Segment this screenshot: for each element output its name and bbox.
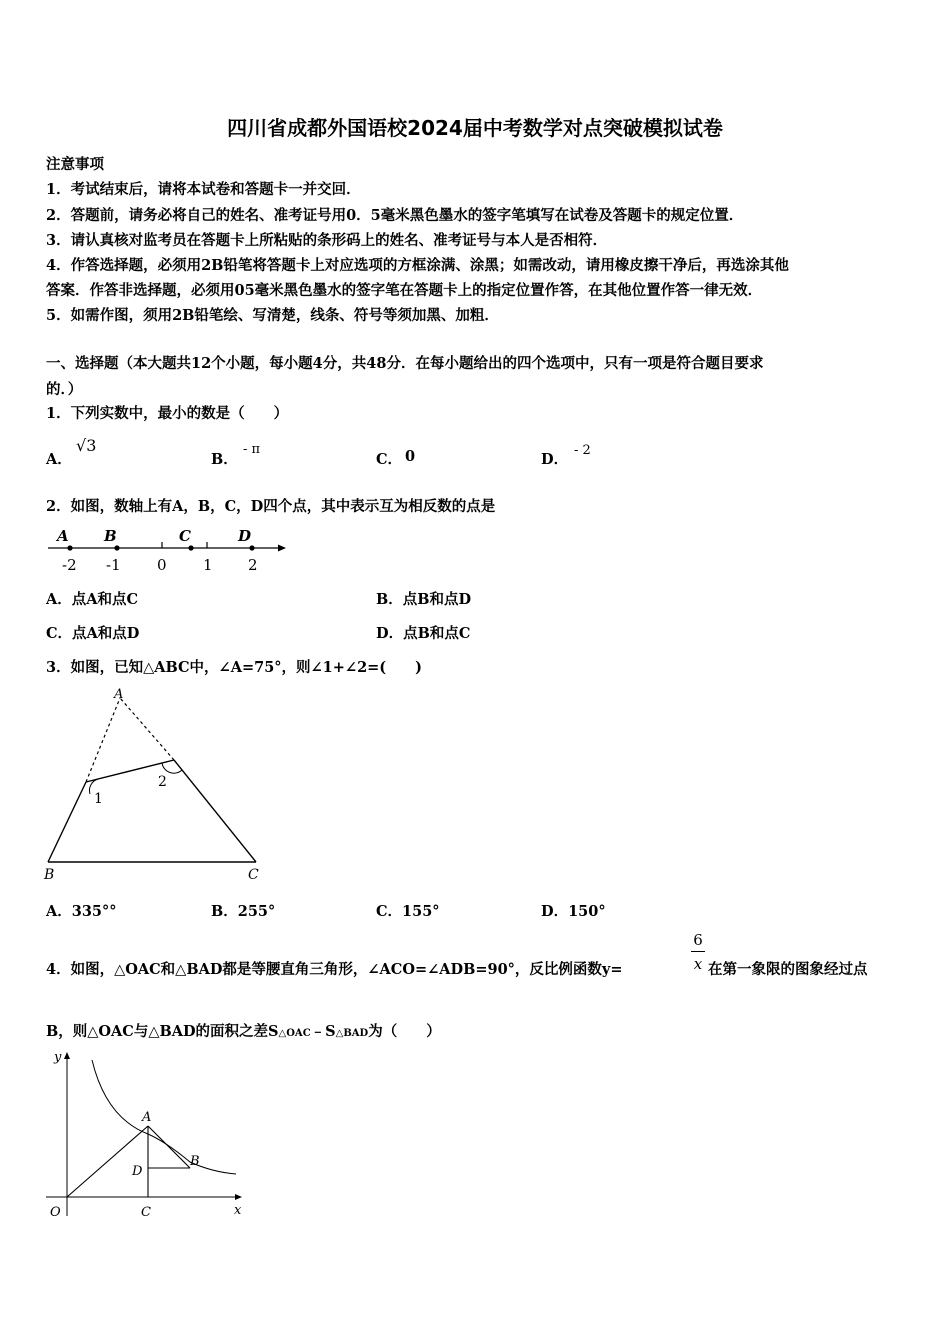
x-label: x [234, 1203, 242, 1218]
segment-oa [67, 1126, 148, 1197]
point-a [67, 545, 72, 550]
triangle-figure [40, 686, 280, 886]
side-c-cut [174, 760, 256, 862]
y-axis-arrow [64, 1052, 70, 1059]
q4-stem: 4．如图，△OAC和△BAD都是等腰直角三角形，∠ACO=∠ADB=90°，反比例函数y= [46, 961, 623, 978]
fraction-numerator: 6 [693, 931, 703, 949]
tick-label: 1 [203, 556, 213, 574]
point-b [114, 545, 119, 550]
q1-option-a-value: √3 [76, 436, 97, 455]
vertex-b-label: B [44, 867, 55, 883]
notice-item: 答案．作答非选择题，必须用05毫米黑色墨水的签字笔在答题卡上的指定位置作答，在其他位置作答一律无效． [46, 282, 763, 299]
tick-label: 2 [248, 556, 258, 574]
y-label: y [54, 1050, 62, 1065]
segment-ab [148, 1126, 190, 1168]
dashed-right [120, 698, 174, 760]
point-c [188, 545, 193, 550]
q3-stem: 3．如图，已知△ABC中，∠A=75°，则∠1+∠2=( ) [46, 659, 423, 676]
x-axis-arrow [235, 1194, 242, 1200]
q1-option-b-label: B． [211, 451, 238, 468]
angle-1-label: 1 [94, 791, 103, 807]
point-c-label: C [141, 1205, 151, 1220]
q2-option-d: D．点B和点C [376, 625, 471, 642]
hyperbola-curve [92, 1060, 236, 1174]
q2-option-a: A．点A和点C [46, 591, 139, 608]
notice-item: 3．请认真核对监考员在答题卡上所粘贴的条形码上的姓名、准考证号与本人是否相符． [46, 232, 608, 249]
notice-item: 5．如需作图，须用2B铅笔绘、写清楚，线条、符号等须加黑、加粗． [46, 307, 499, 324]
subscript-oac: △OAC [278, 1028, 311, 1039]
q3-option-c: C．155° [376, 903, 440, 920]
notice-item: 4．作答选择题，必须用2B铅笔将答题卡上对应选项的方框涂满、涂黑；如需改动，请用橡皮擦干净后，再选涂其他 [46, 257, 789, 274]
q2-option-b: B．点B和点D [376, 591, 472, 608]
point-b-label: B [190, 1154, 200, 1169]
label-c: C [179, 527, 191, 545]
coordinate-figure [40, 1046, 250, 1224]
label-b: B [104, 527, 117, 545]
label-a: A [57, 527, 69, 545]
q4-line2-text: B，则△OAC与△BAD的面积之差S [46, 1023, 279, 1040]
q1-option-d-label: D． [541, 451, 569, 468]
dashed-left [86, 698, 120, 782]
tick-label: -2 [62, 556, 77, 574]
fraction-bar [691, 951, 705, 952]
q3-option-a: A．335°° [46, 903, 117, 920]
q2-option-c: C．点A和点D [46, 625, 140, 642]
minus-s: ﹣S [310, 1023, 336, 1040]
point-d-label: D [132, 1164, 143, 1179]
q1-option-c-label: C． [376, 451, 403, 468]
section-heading-cont: 的．） [46, 381, 83, 398]
notice-heading: 注意事项 [46, 156, 104, 173]
fraction-denominator: x [693, 955, 703, 973]
q1-option-c-value: 0 [405, 448, 416, 465]
q1-option-d-value: - 2 [574, 443, 591, 458]
origin-label: O [50, 1205, 61, 1220]
label-d: D [238, 527, 252, 545]
side-b-cut [48, 782, 86, 862]
notice-item: 2．答题前，请务必将自己的姓名、准考证号用0．5毫米黑色墨水的签字笔填写在试卷及答题卡的规定位置． [46, 207, 744, 224]
angle-2-label: 2 [158, 774, 167, 790]
number-line-arrow [278, 545, 286, 552]
q1-stem: 1．下列实数中，最小的数是（ ） [46, 405, 289, 422]
vertex-a-label: A [114, 687, 124, 702]
point-d [249, 545, 254, 550]
section-heading: 一、选择题（本大题共12个小题，每小题4分，共48分．在每小题给出的四个选项中，只有一项是符合题目要求 [46, 355, 764, 372]
notice-item: 1．考试结束后，请将本试卷和答题卡一并交回． [46, 181, 361, 198]
q4-line2-end: 为（ ） [368, 1023, 441, 1040]
q1-option-b-value: - π [243, 442, 261, 457]
point-a-label: A [142, 1110, 152, 1125]
page-title: 四川省成都外国语校2024届中考数学对点突破模拟试卷 [227, 116, 723, 140]
tick-label: -1 [106, 556, 121, 574]
subscript-bad: △BAD [335, 1028, 369, 1039]
q4-stem-cont: 在第一象限的图象经过点 [708, 961, 868, 978]
angle-2-arc [162, 763, 182, 773]
q1-option-a-label: A． [46, 451, 72, 468]
tick-label: 0 [157, 556, 167, 574]
q2-stem: 2．如图，数轴上有A，B，C，D四个点，其中表示互为相反数的点是 [46, 498, 496, 515]
q4-line2 [46, 1020, 441, 1041]
number-line-figure [40, 522, 300, 578]
vertex-c-label: C [248, 867, 259, 883]
q3-option-b: B．255° [211, 903, 276, 920]
q3-option-d: D．150° [541, 903, 606, 920]
